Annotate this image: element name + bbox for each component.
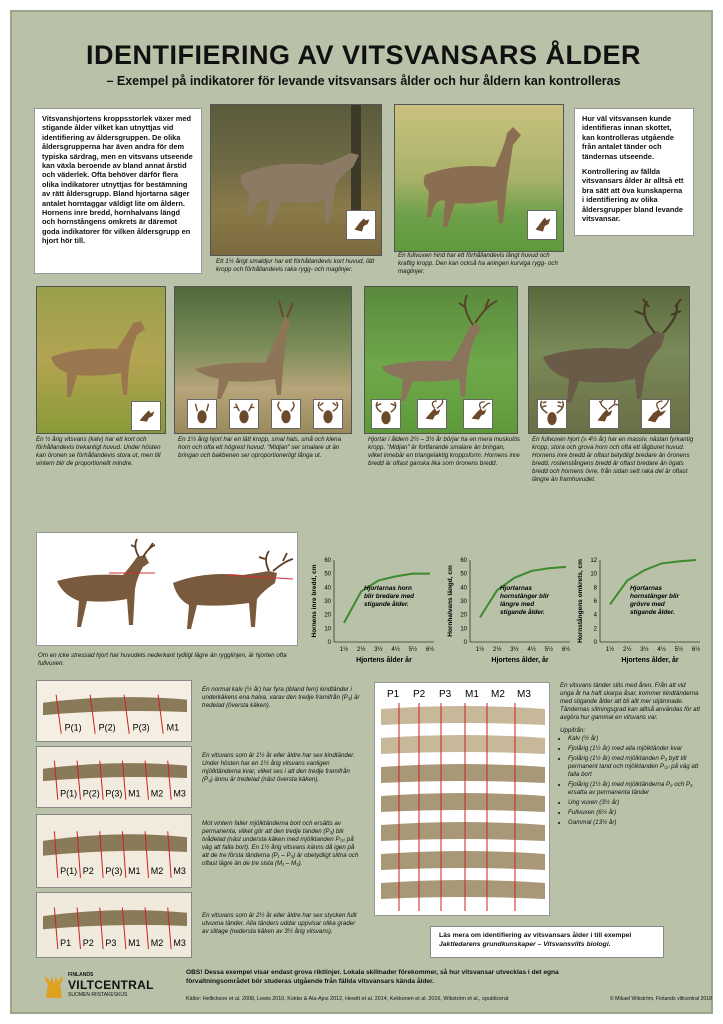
y-tick-label: 6 (593, 599, 597, 605)
photo-mid-buck (364, 286, 518, 434)
chart-note: Hjortarnas (630, 585, 662, 592)
stacked-jaw (381, 851, 545, 870)
teeth-text-3: Mot vintern faller mjölktänderna bort och ersätts av permanenta, vilket gör att den tredje tanden (P₃) blir tvådelad (näst understa käken med mjölktanden P₍₃₎ på väg att falla bort). En 1½ årig vitsvans känns då igen på att de tre första tänderna (P₁ – P₃) är obetydligt slitna och oftast lägre än de tre sista (M₁ – M₃). (202, 820, 359, 867)
x-tick-label: 1½ (605, 647, 615, 653)
jaw-stack-svg (375, 683, 551, 917)
caption-mid-buck: Hjortar i åldern 2½ – 3½ år börjar ha en mera muskulös kropp. "Midjan" är fortfarande smalare än bringan, vilket innebär en triangelaktig kroppsform. Hornens inre bredd är oftast ganska lika som öronens bredd. (368, 436, 521, 467)
stacked-jaw (381, 706, 545, 725)
caption-doe-adult: En fullvuxen hind har ett förhållandevis långt huvud och kraftig kropp. Den kan också ha aningen kurviga rygg- och maglinjer. (398, 252, 558, 275)
stack-tooth-label: M2 (491, 689, 505, 700)
logo-icon (42, 974, 66, 1000)
stacked-jaw (381, 793, 545, 812)
intro-right-text-1: Hur väl vitsvansen kunde identifieras innan skottet, kan kontrolleras utgående från antalet tänder och tändernas utseende. (582, 114, 674, 161)
chart-antler-length (444, 552, 578, 672)
jaw-image (37, 681, 193, 743)
y-tick-label: 10 (324, 626, 331, 633)
x-tick-label: 1½ (475, 647, 485, 653)
jaw-3 (36, 814, 192, 888)
jaw-stack (374, 682, 550, 916)
tooth-label: M2 (150, 866, 164, 877)
chart-antler-girth-svg (574, 552, 710, 672)
intro-left-text: Vitsvanshjortens kroppsstorlek växer med stigande ålder vilket kan utnyttjas vid identifiering av åldersgruppen. De olika åldersgrupperna har även andra för dem typiska särdrag, men en vitsvans utseende kan växla beroende av bland annat årstid och väderlek. Ofta behöver därför flera olika indikatorer utnyttjas för bestämning av rätt åldersgrupp. Bland hjortarna säger antalet horntaggar väldigt lite om åldern. Hornens inre bredd, hornhalvans längd och hornstångens omkrets är däremot goda indikatorer för vilken åldersgrupp en hjort hör till. (42, 114, 193, 246)
chart-antler-girth (574, 552, 710, 672)
y-axis-label: Hornens inre bredd, cm (311, 564, 318, 638)
mature-buck-head-icon-1 (537, 399, 567, 429)
y-tick-label: 60 (460, 558, 467, 564)
tooth-label: P(1) (60, 866, 78, 877)
chart-note: Hjortarnas (500, 585, 532, 592)
jaw-image (37, 747, 193, 809)
wear-item: • Kalv (½ år) (568, 735, 700, 743)
chart-note: hornstänger blir (500, 593, 550, 600)
caption-calf: En ½ årig vitsvans (kalv) har ett kort och förhållandevis trekantigt huvud. Under hösten kan öronen se förhållandevis stora ut, men till vintern blir de proportionellt mindre. (36, 436, 161, 467)
tooth-label: P2 (82, 937, 94, 948)
tooth-row (43, 763, 187, 781)
photo-mature-buck (528, 286, 690, 434)
doe-head-icon (346, 210, 376, 240)
chart-antler-length-svg (444, 552, 578, 672)
chart-antler-width (308, 552, 444, 672)
stacked-jaw (381, 764, 545, 783)
stacked-jaw (381, 735, 545, 754)
tooth-label: P(2) (98, 722, 116, 733)
photo-doe-yearling (210, 104, 382, 256)
teeth-text-2: En vitsvans som är 1½ år eller äldre har sex kindtänder. Under hösten har en 1½ årig vitsvans vanligen mjölktänderna kvar, vilket ses i att den tredje framifrån (P₃) ännu är tredelad (näst översta käken). (202, 752, 355, 783)
y-tick-label: 50 (324, 571, 331, 578)
logo-line-3: SUOMEN RIISTAKESKUS (68, 992, 128, 998)
tooth-label: P2 (82, 866, 94, 877)
chart-note: stigande ålder. (630, 609, 675, 616)
y-tick-label: 8 (593, 585, 597, 592)
note-text: OBS! Dessa exempel visar endast grova riktlinjer. Lokala skillnader förekommer, så hur vitsvansar utvecklas i det egna förvaltningsområdet bör studeras utgående från fällda vitsvansars kända ålder. (186, 969, 559, 985)
caption-yearling: En 1½ årig hjort har en lätt kropp, smal hals, små och klena horn och ofta ett högrest huvud. "Midjan" ser smalare ut än bringan och bakbenen ser oproportionerligt långa ut. (178, 436, 342, 459)
x-tick-label: 6½ (691, 647, 701, 653)
yearling-head-icon-1 (187, 399, 217, 429)
y-tick-label: 0 (463, 640, 467, 646)
y-tick-label: 30 (460, 599, 467, 605)
tooth-divider (54, 761, 57, 800)
wear-item: • Fjolårig (1½ år) med mjölktanden P₃ bytt till permanent tand och mjölktanden P₍₂₎ på väg att falla bort (568, 755, 700, 779)
caption-silhouette: Om en icke stressad hjort har huvudets nederkant tydligt lägre än rygglinjen, är hjorten ofta fullvuxen. (38, 652, 287, 667)
chart-note: Hjortarnas horn (364, 585, 412, 592)
y-tick-label: 40 (324, 585, 331, 592)
y-tick-label: 10 (460, 626, 467, 633)
tooth-label: M3 (173, 866, 186, 877)
tooth-divider (54, 831, 57, 878)
tooth-row (43, 697, 187, 715)
tooth-label: P1 (60, 937, 72, 948)
tooth-label: P(3) (105, 788, 123, 799)
y-axis-label: Hornhalvans längd, cm (447, 565, 454, 637)
logo-line-1: FINLANDS (68, 972, 94, 978)
jaw-2 (36, 746, 192, 808)
silhouette-box (36, 532, 298, 646)
tooth-label: M1 (128, 866, 141, 877)
more-info-line-1: Läs mera om identifiering av vitsvansars ålder i till exempel (439, 932, 632, 939)
wear-item: • Fullvuxen (6½ år) (568, 809, 700, 817)
intro-left-box (34, 108, 202, 274)
tooth-row (43, 910, 187, 929)
y-tick-label: 10 (590, 571, 597, 578)
wear-list (568, 735, 700, 827)
chart-note: hornstänger blir (630, 593, 680, 600)
caption-doe-yearling: Ett 1½ årigt smaldjur har ett förhållandevis kort huvud, lätt kropp och förhållandevis raka rygg- och maglinjer. (216, 258, 375, 273)
more-info-line-2: Jaktledarens grundkunskaper – Vitsvansvilts biologi. (439, 941, 611, 948)
deer-silhouettes (37, 533, 299, 647)
teeth-text-1: En normal kalv (½ år) har fyra (ibland fem) kindtänder i underkäkens ena halva, varav den tredje framifrån (P₃) är tredelad (översta käken). (202, 686, 360, 709)
y-tick-label: 20 (324, 612, 331, 619)
wear-item: • Fjolårig (1½ år) med alla mjölktänder kvar (568, 745, 700, 753)
tooth-label: P3 (105, 937, 117, 948)
x-tick-label: 1½ (339, 647, 349, 653)
yearling-head-icon-4 (313, 399, 343, 429)
stacked-jaw (381, 880, 545, 899)
mid-buck-head-icon-2 (417, 399, 447, 429)
x-tick-label: 5½ (544, 647, 553, 653)
stack-tooth-label: P1 (387, 689, 400, 700)
wear-item: • Gammal (13½ år) (568, 819, 700, 827)
y-tick-label: 20 (460, 612, 467, 619)
x-tick-label: 6½ (425, 647, 435, 653)
intro-right-text-2: Kontrollering av fällda vitsvansars ålder är alltså ett bra sätt att öva kunskaperna i identifiering av olika åldersgrupper bland levande vitsvansar. (582, 167, 684, 224)
jaw-image (37, 893, 193, 959)
page-subtitle: – Exempel på indikatorer för levande vitsvansars ålder och hur åldern kan kontrolleras (106, 74, 621, 88)
tooth-label: M2 (150, 937, 164, 948)
stack-tooth-label: P2 (413, 689, 426, 700)
y-tick-label: 40 (460, 585, 467, 592)
tooth-divider (54, 908, 57, 950)
y-tick-label: 0 (593, 640, 597, 646)
x-axis-label: Hjortens ålder år (356, 657, 412, 664)
tooth-row (43, 834, 187, 855)
x-tick-label: 2½ (357, 647, 366, 653)
tooth-label: P(2) (82, 788, 100, 799)
photo-doe-adult (394, 104, 564, 252)
jaw-1 (36, 680, 192, 742)
teeth-text-4: En vitsvans som är 2½ år eller äldre har sex stycken fullt utvuxna tänder. Alla tänders uddar uppvisar olika grader av slitage (nedersta käken av 3½ årig vitsvans). (202, 912, 357, 935)
tooth-label: M3 (173, 788, 186, 799)
mid-buck-head-icon-1 (371, 399, 401, 429)
x-axis-label: Hjortens ålder, år (491, 657, 549, 664)
calf-head-icon (131, 401, 161, 431)
tooth-divider (56, 695, 61, 734)
caption-mature-buck: En fullvuxen hjort (≥ 4½ år) har en massiv, nästan fyrkantig kropp, stora och grova horn och ofta ett lågburet huvud. Hornens inre bredd är oftast betydligt bredare än öronens bredd, rostenstångens bredd är oftast bredare än ögats bredd och hornens övre, från sidan sett raka del är oftast längre än framhuvudet. (532, 436, 694, 483)
logo-line-2: VILTCENTRAL (68, 978, 154, 992)
x-tick-label: 2½ (493, 647, 502, 653)
chart-note: längre med (500, 601, 535, 608)
photo-calf (36, 286, 166, 434)
chart-note: stigande ålder. (364, 601, 409, 608)
y-tick-label: 2 (593, 626, 597, 633)
x-tick-label: 3½ (374, 647, 383, 653)
yearling-head-icon-3 (271, 399, 301, 429)
x-tick-label: 5½ (408, 647, 417, 653)
tooth-label: M2 (150, 788, 164, 799)
stack-tooth-label: M3 (517, 689, 531, 700)
x-tick-label: 5½ (674, 647, 683, 653)
x-tick-label: 4½ (527, 647, 536, 653)
y-tick-label: 12 (590, 558, 597, 564)
wear-item: • Fjolårig (1½ år) med mjölktänderna P₂ och P₃ ersatta av permanenta tänder (568, 781, 700, 797)
chart-antler-width-svg (308, 552, 444, 672)
intro-right-box (574, 108, 694, 236)
stack-tooth-label: P3 (439, 689, 452, 700)
credit-text: © Mikael Wikström, Finlands viltcentral 2018 (609, 996, 712, 1002)
wear-heading: Uppifrån: (560, 727, 586, 734)
mid-buck-head-icon-3 (463, 399, 493, 429)
yearling-head-icon-2 (229, 399, 259, 429)
y-tick-label: 30 (324, 599, 331, 605)
tooth-label: P(1) (60, 788, 78, 799)
jaw-image (37, 815, 193, 889)
x-tick-label: 4½ (391, 647, 400, 653)
page-title: IDENTIFIERING AV VITSVANSARS ÅLDER (85, 40, 642, 70)
chart-note: blir bredare med (364, 593, 415, 600)
y-tick-label: 50 (460, 571, 467, 578)
x-tick-label: 2½ (623, 647, 632, 653)
y-axis-label: Hornstångens omkrets, cm (577, 559, 584, 643)
tooth-label: M1 (166, 722, 180, 733)
photo-yearling (174, 286, 352, 434)
wear-text: En vitsvans tänder slits med åren. Från att vid unga år ha haft skarpa åsar, kommer kindtänderna med stigande ålder att bli allt mer utjämnade. Tändernas slitningsgrad kan alltså användas för att avgöra hur gammal en vitsvans var. (560, 682, 700, 721)
mature-buck-head-icon-2 (589, 399, 619, 429)
stacked-jaw (381, 822, 545, 841)
x-tick-label: 6½ (561, 647, 571, 653)
wear-item: • Ung vuxen (3½ år) (568, 799, 700, 807)
x-tick-label: 3½ (640, 647, 649, 653)
x-tick-label: 3½ (510, 647, 519, 653)
mature-buck-head-icon-3 (641, 399, 671, 429)
chart-note: grövre med (630, 601, 665, 608)
chart-note: stigande ålder. (500, 609, 545, 616)
tooth-label: M1 (128, 937, 141, 948)
wear-box (560, 682, 700, 829)
tooth-label: M3 (173, 937, 186, 948)
stack-tooth-label: M1 (465, 689, 479, 700)
sources-text: Källor: Hellickson et al. 2008, Lewis 2010, Kokko & Ala-Ajos 2012, Hewitt et al. 2014, Kekkonen et al. 2016, Wikström et al., opublicerat (186, 996, 509, 1002)
tooth-label: M1 (128, 788, 141, 799)
x-tick-label: 4½ (657, 647, 666, 653)
more-info-box (430, 926, 664, 958)
y-tick-label: 60 (324, 558, 331, 564)
tooth-label: P(3) (105, 866, 123, 877)
tooth-label: P(3) (132, 722, 150, 733)
x-axis-label: Hjortens ålder, år (621, 657, 679, 664)
tooth-label: P(1) (64, 722, 82, 733)
y-tick-label: 0 (327, 640, 331, 646)
jaw-4 (36, 892, 192, 958)
y-tick-label: 4 (593, 612, 597, 619)
poster (10, 10, 713, 1014)
doe-adult-head-icon (527, 210, 557, 240)
